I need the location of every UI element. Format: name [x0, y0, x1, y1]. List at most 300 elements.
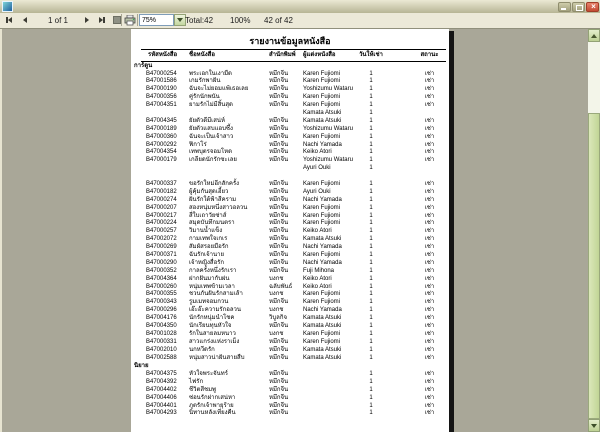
cell-rent-days: 1 [369, 338, 373, 345]
cell-code: B47000257 [146, 228, 177, 235]
cell-status: เช่า [424, 220, 435, 227]
cell-status: เช่า [424, 157, 435, 164]
cell-publisher: หมึกจีน [269, 410, 289, 417]
group-label: นิยาย [134, 363, 149, 370]
cell-rent-days: 1 [369, 70, 373, 77]
cell-code: B47004351 [146, 102, 177, 109]
cell-publisher: บงกช [269, 307, 284, 314]
cell-name: ฝันรักใต้ฟ้าสีคราม [189, 196, 237, 203]
cell-rent-days: 1 [369, 94, 373, 101]
cell-publisher: หมึกจีน [269, 70, 289, 77]
table-row [141, 110, 446, 118]
minimize-button[interactable] [558, 2, 571, 12]
cell-name: เกลียดนักรักซะเลย [189, 157, 237, 164]
cell-author: Karen Fujiomi [303, 78, 341, 85]
cell-rent-days: 1 [369, 291, 373, 298]
report-table [134, 49, 446, 418]
cell-publisher: หมึกจีน [269, 267, 289, 274]
cell-rent-days: 1 [369, 180, 373, 187]
report-app-icon [2, 1, 13, 12]
toolbar [0, 13, 600, 29]
cell-author: Nachi Yamada [303, 307, 342, 314]
cell-publisher: หมึกจีน [269, 78, 289, 85]
table-row [141, 387, 446, 395]
cell-name: ชีวิตสีชมพู [189, 386, 216, 393]
table-row [141, 268, 446, 276]
cell-name: ไฟรัก [189, 378, 204, 385]
cell-status: เช่า [424, 94, 435, 101]
cell-rent-days: 1 [369, 259, 373, 266]
cell-code: B47000254 [146, 70, 177, 77]
table-row [141, 78, 446, 86]
cell-author: Karen Fujiomi [303, 251, 341, 258]
cell-status: เช่า [424, 346, 435, 353]
cell-rent-days: 1 [369, 228, 373, 235]
cell-status: เช่า [424, 180, 435, 187]
cell-name: สี่ใบเถาวัยซ่าส์ [189, 212, 227, 219]
group-row [134, 62, 446, 71]
last-page-button[interactable] [95, 14, 108, 26]
table-row [141, 276, 446, 284]
progress-percent-label: 100% [230, 16, 251, 25]
cell-rent-days: 1 [369, 402, 373, 409]
cell-name: ชวนกันฝันรักสามเส้า [189, 291, 243, 298]
cell-publisher: หมึกจีน [269, 86, 289, 93]
cell-name: สาวแกร่งแห่งราเม็ง [189, 338, 240, 345]
cell-status: เช่า [424, 212, 435, 219]
arrow-up-icon [591, 34, 597, 38]
cell-rent-days: 1 [369, 117, 373, 124]
table-row [141, 371, 446, 379]
cell-publisher: หมึกจีน [269, 141, 289, 148]
cell-status [383, 110, 446, 118]
cell-publisher: หมึกจีน [269, 149, 289, 156]
cell-author: Keiko Atori [303, 275, 332, 282]
cell-publisher: หมึกจีน [269, 220, 289, 227]
table-row [141, 213, 446, 221]
cell-author: Karen Fujiomi [303, 180, 341, 187]
cell-publisher: บงกช [269, 291, 284, 298]
cell-name: สมุดบันทึกมนตรา [189, 220, 235, 227]
cell-code: B47004350 [146, 323, 177, 329]
cell-rent-days: 1 [369, 141, 373, 148]
table-row [141, 220, 446, 228]
table-row [141, 205, 446, 213]
cell-author: Yoshizumu Wataru [303, 157, 353, 164]
table-row [141, 252, 446, 260]
cell-name: ฉันจะเป็นเจ้าสาว [189, 133, 234, 140]
cell-code: B47000274 [146, 196, 177, 203]
cell-code: B47000292 [146, 141, 177, 148]
cell-code: B47000296 [146, 307, 177, 314]
cell-code: B47004293 [146, 410, 177, 417]
cell-code: B47004345 [146, 117, 177, 124]
cell-name: นิทานหลังเที่ยงคืน [189, 410, 236, 417]
cell-status: เช่า [424, 141, 435, 148]
close-button[interactable] [586, 2, 599, 12]
cell-rent-days: 1 [369, 315, 373, 322]
cell-code: B47002072 [146, 236, 177, 243]
report-title: รายงานข้อมูลหนังสือ [249, 36, 331, 46]
cell-name [189, 110, 269, 118]
cell-author: Ayuri Ouki [303, 165, 331, 172]
cell-publisher [269, 165, 303, 173]
cell-status: เช่า [424, 204, 435, 211]
cell-rent-days: 1 [369, 149, 373, 156]
cell-code: B47000260 [146, 283, 177, 290]
cell-rent-days: 1 [369, 251, 373, 258]
column-header-publisher: สำนักพิมพ์ [269, 52, 296, 58]
cell-status: เช่า [424, 70, 435, 77]
cell-name: นักเรียนทุนหัวใจ [189, 323, 232, 329]
cell-name: นกหวีดรัก [189, 346, 215, 353]
cell-status: เช่า [424, 102, 435, 109]
cell-code: B47004375 [146, 370, 177, 377]
cell-code [141, 165, 189, 173]
cell-author: Kamata Atsuki [303, 109, 342, 116]
cell-code: B47000182 [146, 188, 177, 195]
preview-area[interactable] [0, 29, 600, 432]
zoom-value: 75% [142, 17, 157, 24]
cell-rent-days: 1 [369, 394, 373, 401]
cell-rent-days: 1 [369, 275, 373, 282]
cell-rent-days: 1 [369, 323, 373, 329]
table-row [141, 355, 446, 363]
cell-name: ภูตรักเจ้าพายุร้าย [189, 402, 234, 409]
print-button[interactable] [123, 14, 136, 26]
toolbar-separator2 [137, 14, 138, 26]
cell-rent-days: 1 [369, 378, 373, 385]
cell-name: เกมรักพาฝัน [189, 78, 221, 85]
next-page-icon [85, 17, 89, 23]
table-row [141, 165, 446, 173]
cell-name: ฝากฝันมากับฝน [189, 275, 230, 282]
cell-author: Nachi Yamada [303, 196, 342, 203]
cell-author [303, 403, 359, 411]
cell-code: B47000337 [146, 180, 177, 187]
report-page [131, 29, 449, 432]
table-row [141, 197, 446, 205]
cell-author: Keiko Atori [303, 149, 332, 156]
cell-status: เช่า [424, 354, 435, 361]
table-row [141, 339, 446, 347]
cell-publisher: หมึกจีน [269, 259, 289, 266]
cell-status: เช่า [424, 283, 435, 290]
chevron-down-icon [177, 18, 183, 22]
cell-rent-days: 1 [369, 299, 373, 306]
table-row [141, 403, 446, 411]
table-row [141, 189, 446, 197]
cell-publisher: หมึกจีน [269, 236, 289, 243]
table-row [141, 102, 446, 110]
cell-name: เทพบุตรจอมโหด [189, 149, 233, 156]
cell-code: B47000190 [146, 86, 177, 93]
cell-status: เช่า [424, 133, 435, 140]
page-number-label: 1 of 1 [47, 16, 68, 25]
cell-author: Karen Fujiomi [303, 133, 341, 140]
cell-rent-days: 1 [369, 244, 373, 251]
first-page-icon-arrow [8, 17, 12, 23]
cell-publisher: หมึกจีน [269, 117, 289, 124]
cell-publisher: หมึกจีน [269, 354, 289, 361]
cell-status: เช่า [424, 125, 435, 132]
table-row [141, 244, 446, 252]
table-row [141, 118, 446, 126]
cell-name: รูมเมทจอมกวน [189, 299, 229, 306]
printer-icon [124, 15, 136, 26]
arrow-down-icon [591, 424, 597, 428]
cell-publisher: หมึกจีน [269, 386, 289, 393]
cell-status: เช่า [424, 196, 435, 203]
cell-code: B47000207 [146, 204, 177, 211]
cell-author: Kamata Atsuki [303, 117, 342, 124]
column-header-code: รหัสหนังสือ [148, 52, 178, 58]
cell-status: เช่า [424, 315, 435, 322]
cell-name: ยามรักไม่มีสิ้นสุด [189, 102, 233, 109]
cell-author: Karen Fujiomi [303, 204, 341, 211]
cell-name: วิมานน้ำแข็ง [189, 228, 223, 235]
restore-button[interactable] [572, 2, 585, 12]
cell-rent-days: 1 [369, 267, 373, 274]
report-table-body [134, 62, 446, 418]
cell-status: เช่า [424, 228, 435, 235]
cell-status: เช่า [424, 330, 435, 337]
cell-publisher: วิบูลกิจ [269, 315, 288, 322]
cell-code: B47004176 [146, 315, 177, 322]
cell-author: Keiko Atori [303, 228, 332, 235]
cell-status: เช่า [424, 291, 435, 298]
cell-status: เช่า [424, 299, 435, 306]
table-row [141, 149, 446, 157]
restore-icon [576, 5, 583, 11]
cell-author: Nachi Yamada [303, 259, 342, 266]
cell-status: เช่า [424, 410, 435, 417]
table-row [141, 94, 446, 102]
cell-publisher: บงกช [269, 330, 284, 337]
cell-status: เช่า [424, 378, 435, 385]
cell-code: B47000179 [146, 157, 177, 164]
cell-publisher: หมึกจีน [269, 188, 289, 195]
cell-author: Karen Fujiomi [303, 291, 341, 298]
cell-name: ฉันจะไม่ยอมแพ้เธอเลย [189, 86, 249, 93]
cell-publisher: หมึกจีน [269, 299, 289, 306]
cell-name: ยัยตัวแสบแอบซึ้ง [189, 125, 233, 132]
cell-publisher: หมึกจีน [269, 323, 289, 329]
cell-author: Karen Fujiomi [303, 70, 341, 77]
cell-name: ยัยตัวดีมีเสน่ห์ [189, 117, 225, 124]
cell-rent-days: 1 [369, 346, 373, 353]
cell-rent-days: 1 [369, 370, 373, 377]
prev-page-icon [23, 17, 27, 23]
cell-code: B47000224 [146, 220, 177, 227]
cell-author: Kamata Atsuki [303, 315, 342, 322]
table-row [141, 347, 446, 355]
cell-rent-days: 1 [369, 196, 373, 203]
cell-code: B47000343 [146, 299, 177, 306]
cell-name: คู่รักนักพนัน [189, 94, 220, 101]
table-row [141, 260, 446, 268]
cell-code: B47004402 [146, 386, 177, 393]
table-row [141, 86, 446, 94]
table-header-row [141, 49, 446, 62]
cell-status: เช่า [424, 236, 435, 243]
cell-code: B47004354 [146, 149, 177, 156]
cell-name: สัมผัสรอยมือรัก [189, 244, 229, 251]
cell-publisher: หมึกจีน [269, 133, 289, 140]
next-page-button[interactable] [80, 14, 93, 26]
table-row [141, 395, 446, 403]
table-row [141, 331, 446, 339]
cell-status: เช่า [424, 251, 435, 258]
zoom-select[interactable] [139, 14, 174, 26]
title-bar [0, 0, 600, 14]
cell-code: B47000356 [146, 94, 177, 101]
stop-icon [113, 16, 121, 24]
cell-rent-days: 1 [369, 212, 373, 219]
cell-author: Karen Fujiomi [303, 338, 341, 345]
cell-publisher: หมึกจีน [269, 204, 289, 211]
cell-author: Fuji Mihona [303, 267, 335, 274]
table-row [141, 228, 446, 236]
cell-code: B47000290 [146, 259, 177, 266]
cell-author: Karen Fujiomi [303, 330, 341, 337]
vertical-scrollbar[interactable] [588, 29, 600, 432]
cell-name: เจ้าหญิงสื่อรัก [189, 259, 225, 266]
cell-author: Karen Fujiomi [303, 94, 341, 101]
cell-publisher: หมึกจีน [269, 228, 289, 235]
cell-status: เช่า [424, 259, 435, 266]
table-row [141, 284, 446, 292]
cell-code [141, 110, 189, 118]
group-row [134, 362, 446, 371]
table-row [141, 157, 446, 165]
cell-code: B47001028 [146, 330, 177, 337]
cell-code: B47000352 [146, 267, 177, 274]
cell-rent-days: 1 [369, 283, 373, 290]
group-label: การ์ตูน [134, 63, 153, 69]
cell-author [303, 371, 359, 379]
cell-status: เช่า [424, 338, 435, 345]
cell-name: ฉันรักเจ้านาย [189, 251, 224, 258]
table-row [141, 71, 446, 79]
cell-author: Karen Fujiomi [303, 102, 341, 109]
table-row [141, 126, 446, 134]
page-shadow [449, 31, 454, 432]
cell-status: เช่า [424, 188, 435, 195]
cell-author [303, 395, 359, 403]
minimize-icon [561, 8, 566, 10]
table-row [141, 142, 446, 150]
table-row [141, 307, 446, 315]
cell-name: ผู้คุ้มกันสุดเฮี้ยว [189, 188, 229, 195]
cell-status: เช่า [424, 323, 435, 329]
cell-name: เอ๊ะอ๊ะความรักอลวน [189, 307, 242, 314]
cell-publisher: หมึกจีน [269, 196, 289, 203]
cell-publisher: หมึกจีน [269, 212, 289, 219]
scroll-down-button[interactable] [588, 419, 600, 432]
cell-code: B47002588 [146, 354, 177, 361]
cell-status: เช่า [424, 370, 435, 377]
close-icon: × [591, 1, 596, 11]
spacer-row [141, 173, 446, 181]
cell-code: B47001586 [146, 78, 177, 85]
cell-author: Kamata Atsuki [303, 236, 342, 243]
cell-rent-days: 1 [369, 86, 373, 93]
cell-code: B47002010 [146, 346, 177, 353]
cell-rent-days: 1 [369, 125, 373, 132]
cell-name: นักรักหนุ่มนำโชค [189, 315, 235, 322]
cell-author: Yoshizumu Wataru [303, 125, 353, 132]
cell-author: Karen Fujiomi [303, 220, 341, 227]
cell-code: B47000269 [146, 244, 177, 251]
cell-status: เช่า [424, 244, 435, 251]
cell-rent-days: 1 [369, 133, 373, 140]
cell-author [303, 387, 359, 395]
cell-publisher: หมึกจีน [269, 157, 289, 164]
cell-rent-days: 1 [369, 307, 373, 314]
cell-code: B47004406 [146, 394, 177, 401]
cell-author: Nachi Yamada [303, 244, 342, 251]
cell-name: หนุ่มเทพข้ามเวลา [189, 283, 235, 290]
total-records-label: Total:42 [185, 16, 214, 25]
cell-status: เช่า [424, 386, 435, 393]
cell-author: Kamata Atsuki [303, 346, 342, 353]
cell-publisher: หมึกจีน [269, 125, 289, 132]
cell-rent-days: 1 [369, 109, 373, 116]
cell-publisher [269, 110, 303, 118]
cell-code: B47004392 [146, 378, 177, 385]
cell-author: Kamata Atsuki [303, 323, 342, 329]
prev-page-button[interactable] [18, 14, 31, 26]
cell-rent-days: 1 [369, 330, 373, 337]
cell-name: รักในสายลมหนาว [189, 330, 236, 337]
cell-status: เช่า [424, 78, 435, 85]
cell-author [303, 379, 359, 387]
cell-status: เช่า [424, 394, 435, 401]
table-row [141, 291, 446, 299]
cell-publisher: หมึกจีน [269, 244, 289, 251]
cell-name: ซ่อนรักฝากเสน่หา [189, 394, 236, 401]
cell-rent-days: 1 [369, 204, 373, 211]
cell-name [189, 165, 269, 173]
cell-name: สองหนุ่มหนึ่งสาวอลวน [189, 204, 248, 211]
table-row [141, 323, 446, 331]
cell-rent-days: 1 [369, 220, 373, 227]
cell-rent-days: 1 [369, 354, 373, 361]
table-row [141, 299, 446, 307]
table-row [141, 410, 446, 418]
cell-author: Kamata Atsuki [303, 354, 342, 361]
first-page-button[interactable] [2, 14, 15, 26]
cell-author: Nachi Yamada [303, 141, 342, 148]
scroll-up-button[interactable] [588, 29, 600, 42]
cell-code: B47000331 [146, 338, 177, 345]
scrollbar-thumb[interactable] [588, 113, 600, 419]
cell-name: หัวใจพระจันทร์ [189, 370, 228, 377]
cell-name: หนุ่มสาวน่าฝันสายสืบ [189, 354, 245, 361]
cell-status: เช่า [424, 86, 435, 93]
cell-publisher: หมึกจีน [269, 338, 289, 345]
cell-code: B47000217 [146, 212, 177, 219]
cell-publisher: หมึกจีน [269, 94, 289, 101]
table-row [141, 181, 446, 189]
cell-code: B47000355 [146, 291, 177, 298]
cell-code: B47004364 [146, 275, 177, 282]
cell-status: เช่า [424, 149, 435, 156]
cell-rent-days: 1 [369, 102, 373, 109]
table-row [141, 134, 446, 142]
cell-name: พระเอกในเงามืด [189, 70, 232, 77]
